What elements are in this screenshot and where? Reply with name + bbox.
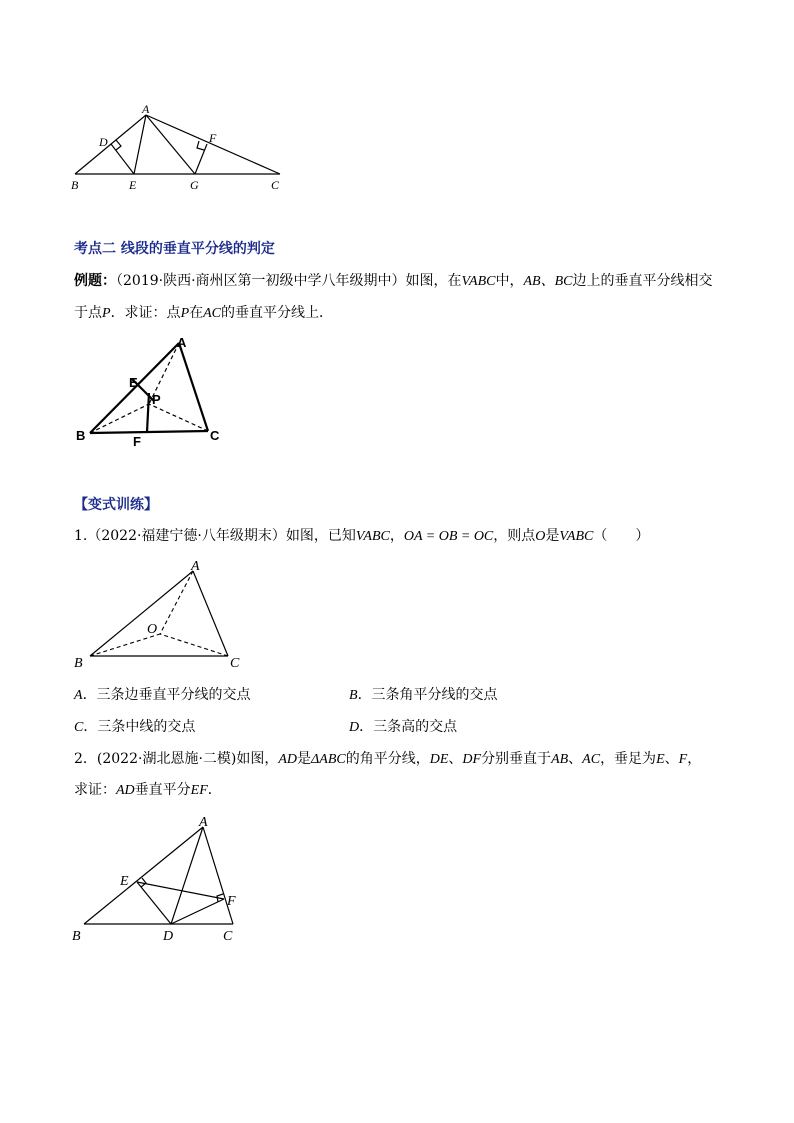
fig1-label-A: A — [142, 102, 150, 116]
fig3-label-B: B — [74, 656, 83, 671]
fig1-label-B: B — [71, 178, 79, 192]
figure-triangle-abc-perpendiculars — [60, 100, 300, 200]
option-b[interactable]: B．三条角平分线的交点 — [349, 687, 498, 703]
variant-title: 【变式训练】 — [74, 497, 158, 513]
fig1-label-E: E — [129, 178, 137, 192]
question-2-line-2: 求证：AD垂直平分EF． — [74, 782, 222, 798]
option-c[interactable]: C．三条中线的交点 — [74, 719, 196, 735]
fig1-label-G: G — [190, 178, 199, 192]
section-title: 考点二 线段的垂直平分线的判定 — [74, 241, 275, 257]
example-line-2: 于点P．求证：点P在AC的垂直平分线上． — [74, 305, 334, 321]
figure-circumcenter — [72, 556, 262, 671]
example-line-1: 例题：（2019·陕西·商州区第一初级中学八年级期中）如图，在VABC中，AB、BC边上的垂直平分线相交 — [74, 273, 713, 289]
fig4-label-E: E — [120, 874, 129, 889]
fig1-label-F: F — [209, 131, 217, 145]
fig4-label-A: A — [199, 815, 208, 830]
fig2-label-E: E — [129, 375, 138, 390]
figure-angle-bisector — [68, 812, 258, 947]
figure-perpendicular-bisectors — [72, 333, 232, 448]
fig2-label-F: F — [133, 434, 141, 449]
fig3-label-A: A — [191, 559, 200, 574]
fig3-label-O: O — [147, 622, 158, 637]
fig1-label-D: D — [99, 135, 108, 149]
fig4-label-C: C — [223, 929, 233, 944]
fig2-label-P: P — [152, 392, 161, 407]
fig2-label-A: A — [177, 335, 187, 350]
question-2-line-1: 2．(2022·湖北恩施·二模)如图，AD是ΔABC的角平分线，DE、DF分别垂直于AB、AC，垂足为E、F， — [74, 751, 702, 767]
fig4-label-F: F — [227, 894, 236, 909]
question-1: 1.（2022·福建宁德·八年级期末）如图，已知VABC，OA = OB = OC，则点O是VABC（ ） — [74, 528, 650, 544]
fig1-label-C: C — [271, 178, 280, 192]
fig2-label-B: B — [76, 428, 86, 443]
option-d[interactable]: D．三条高的交点 — [349, 719, 458, 735]
example-label: 例题： — [74, 273, 116, 289]
option-a[interactable]: A．三条边垂直平分线的交点 — [74, 687, 251, 703]
fig2-label-C: C — [210, 428, 220, 443]
fig4-label-D: D — [163, 929, 174, 944]
fig3-label-C: C — [230, 656, 240, 671]
fig4-label-B: B — [72, 929, 81, 944]
